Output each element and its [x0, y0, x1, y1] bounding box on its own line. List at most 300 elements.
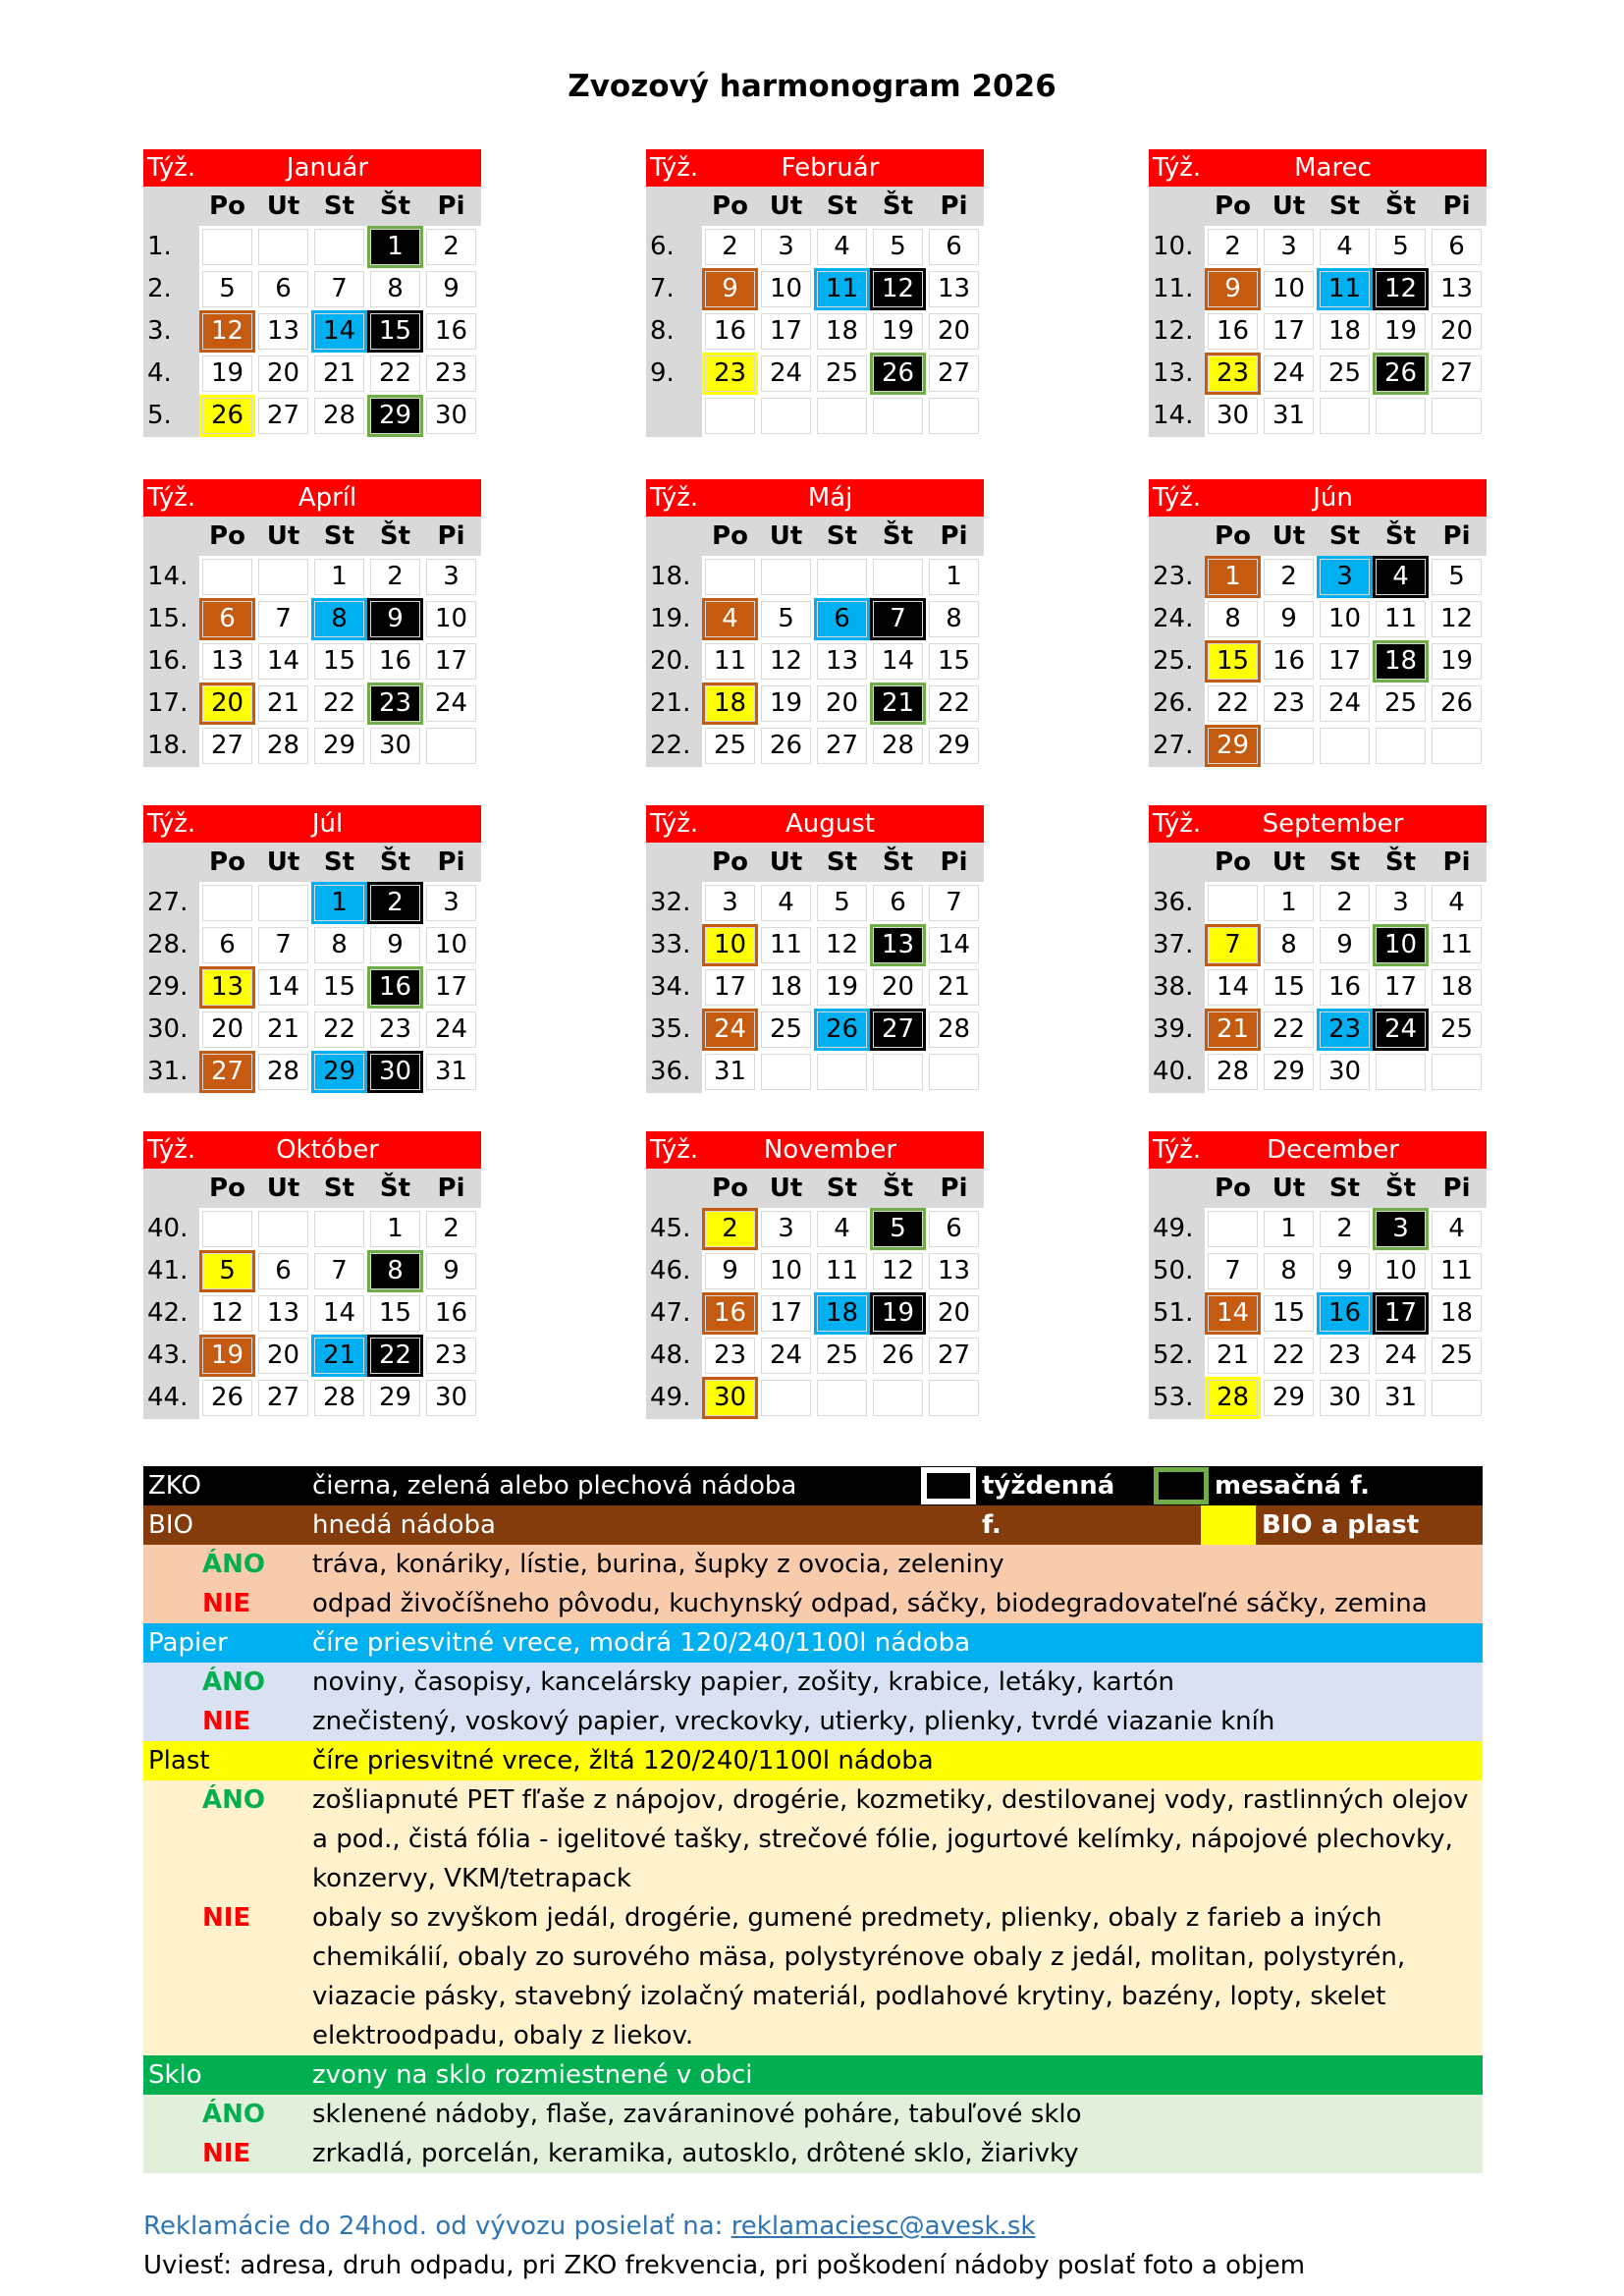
week-number: 19.: [646, 598, 702, 640]
week-number: 50.: [1149, 1250, 1205, 1292]
day-cell: 24: [758, 1335, 814, 1377]
day-cell: 8: [926, 598, 982, 640]
day-cell: 16: [367, 966, 423, 1009]
week-row: [646, 1051, 984, 1093]
day-cell: 4: [1373, 556, 1429, 598]
day-cell: 17: [1317, 640, 1373, 683]
day-cell: 12: [199, 1292, 255, 1335]
week-number: 39.: [1149, 1009, 1205, 1051]
day-cell: 14: [255, 640, 311, 683]
month-júl: [143, 805, 481, 1093]
week-row: [1149, 268, 1487, 310]
day-cell: 3: [423, 882, 479, 924]
week-number: 46.: [646, 1250, 702, 1292]
day-name: Pi: [437, 521, 465, 551]
day-cell: 14: [255, 966, 311, 1009]
day-name: St: [1328, 191, 1361, 221]
day-cell: 6: [926, 226, 982, 268]
week-row: [646, 353, 984, 395]
empty-day-cell: [758, 1377, 814, 1419]
day-cell: 27: [926, 353, 982, 395]
day-cell: 12: [1429, 598, 1485, 640]
bio-yes-text: tráva, konáriky, lístie, burina, šupky z ovocia, zeleniny: [312, 1550, 1004, 1579]
month-name: Február: [781, 153, 880, 183]
day-name: St: [1328, 521, 1361, 551]
paper-no-label: NIE: [202, 1707, 251, 1736]
week-column-label: Týž.: [147, 1135, 196, 1165]
month-header: [1149, 805, 1487, 843]
day-cell: 20: [926, 1292, 982, 1335]
day-cell: 11: [1429, 1250, 1485, 1292]
day-cell: 10: [702, 924, 758, 966]
day-cell: 29: [1261, 1051, 1317, 1093]
day-name: Pi: [940, 191, 968, 221]
day-cell: 4: [1429, 1208, 1485, 1250]
week-number: 21.: [646, 683, 702, 725]
empty-day-cell: [926, 395, 982, 437]
empty-day-cell: [870, 395, 926, 437]
day-cell: 3: [1317, 556, 1373, 598]
paper-label: Papier: [148, 1628, 228, 1658]
day-name: Št: [379, 521, 411, 551]
plast-label: Plast: [148, 1746, 210, 1776]
day-name: Pi: [1442, 191, 1471, 221]
month-august: [646, 805, 984, 1093]
sklo-text: zvony na sklo rozmiestnené v obci: [312, 2060, 753, 2090]
day-cell: 16: [1205, 310, 1261, 353]
week-row: [1149, 882, 1487, 924]
day-cell: 18: [1373, 640, 1429, 683]
day-cell: 18: [814, 1292, 870, 1335]
week-row: [1149, 395, 1487, 437]
day-cell: 20: [1429, 310, 1485, 353]
day-cell: 4: [1317, 226, 1373, 268]
day-cell: 30: [1317, 1051, 1373, 1093]
week-number: 44.: [143, 1377, 199, 1419]
week-number: 4.: [143, 353, 199, 395]
empty-day-cell: [255, 226, 311, 268]
day-cell: 13: [926, 268, 982, 310]
month-header: [143, 149, 481, 187]
week-row: [1149, 1051, 1487, 1093]
day-cell: 29: [1205, 725, 1261, 767]
day-cell: 12: [758, 640, 814, 683]
week-number: 15.: [143, 598, 199, 640]
month-apríl: [143, 479, 481, 767]
day-cell: 2: [1205, 226, 1261, 268]
day-cell: 20: [199, 1009, 255, 1051]
day-cell: 1: [1261, 1208, 1317, 1250]
day-cell: 16: [423, 1292, 479, 1335]
zko-text: čierna, zelená alebo plechová nádoba: [312, 1471, 797, 1501]
day-cell: 24: [1373, 1335, 1429, 1377]
week-row: [646, 725, 984, 767]
day-name: Št: [379, 1174, 411, 1203]
day-name: St: [826, 191, 858, 221]
day-cell: 8: [367, 268, 423, 310]
day-cell: 18: [1429, 1292, 1485, 1335]
day-cell: 15: [1261, 1292, 1317, 1335]
day-cell: 19: [814, 966, 870, 1009]
week-row: [646, 966, 984, 1009]
day-name: Ut: [266, 521, 300, 551]
month-jún: [1149, 479, 1487, 767]
day-cell: 10: [423, 924, 479, 966]
day-cell: 14: [311, 1292, 367, 1335]
week-number: 42.: [143, 1292, 199, 1335]
empty-day-cell: [255, 1208, 311, 1250]
day-cell: 21: [1205, 1009, 1261, 1051]
week-number: 31.: [143, 1051, 199, 1093]
day-cell: 25: [1317, 353, 1373, 395]
day-cell: 11: [1317, 268, 1373, 310]
day-cell: 19: [199, 353, 255, 395]
complaints-line: [143, 2212, 1035, 2241]
month-name: August: [785, 809, 875, 839]
week-number: 53.: [1149, 1377, 1205, 1419]
week-column-label: Týž.: [147, 153, 196, 183]
empty-day-cell: [311, 1208, 367, 1250]
week-row: [646, 598, 984, 640]
day-cell: 16: [1317, 1292, 1373, 1335]
week-column-label: Týž.: [1153, 153, 1202, 183]
week-number: 12.: [1149, 310, 1205, 353]
week-row: [1149, 924, 1487, 966]
week-row: [1149, 1377, 1487, 1419]
week-row: [646, 310, 984, 353]
day-cell: 10: [758, 268, 814, 310]
day-cell: 13: [870, 924, 926, 966]
day-cell: 16: [1317, 966, 1373, 1009]
legend-plast-row: [143, 1741, 1483, 1780]
day-cell: 14: [311, 310, 367, 353]
day-cell: 27: [926, 1335, 982, 1377]
day-cell: 22: [367, 1335, 423, 1377]
sklo-yes-text: sklenené nádoby, flaše, zaváraninové poháre, tabuľové sklo: [312, 2100, 1082, 2129]
day-cell: 25: [814, 353, 870, 395]
day-name: St: [1328, 1174, 1361, 1203]
day-cell: 19: [870, 310, 926, 353]
day-cell: 20: [926, 310, 982, 353]
day-name: Št: [882, 191, 914, 221]
note-line: Uviesť: adresa, druh odpadu, pri ZKO frekvencia, pri poškodení nádoby poslať foto a objem: [143, 2251, 1306, 2280]
day-name: Ut: [769, 521, 803, 551]
day-cell: 28: [926, 1009, 982, 1051]
day-cell: 1: [1261, 882, 1317, 924]
day-name: Po: [209, 1174, 245, 1203]
day-cell: 6: [255, 1250, 311, 1292]
week-number: 14.: [143, 556, 199, 598]
day-cell: 28: [255, 1051, 311, 1093]
sklo-no-text: zrkadlá, porcelán, keramika, autosklo, drôtené sklo, žiarivky: [312, 2139, 1079, 2168]
month-name: December: [1267, 1135, 1399, 1165]
week-number: 30.: [143, 1009, 199, 1051]
plast-yes-row: [143, 1780, 1483, 1898]
day-cell: 6: [1429, 226, 1485, 268]
month-máj: [646, 479, 984, 767]
paper-text: číre priesvitné vrece, modrá 120/240/1100l nádoba: [312, 1628, 971, 1658]
day-name: Ut: [266, 1174, 300, 1203]
legend-sklo-row: [143, 2055, 1483, 2095]
week-row: [143, 1051, 481, 1093]
week-row: [646, 1335, 984, 1377]
day-cell: 21: [255, 1009, 311, 1051]
day-cell: 5: [870, 1208, 926, 1250]
day-cell: 7: [311, 1250, 367, 1292]
day-cell: 31: [1373, 1377, 1429, 1419]
month-name: Jún: [1313, 483, 1353, 513]
day-name: Po: [712, 521, 748, 551]
empty-day-cell: [1205, 882, 1261, 924]
day-cell: 1: [367, 1208, 423, 1250]
empty-day-cell: [1373, 395, 1429, 437]
week-number: 36.: [646, 1051, 702, 1093]
day-cell: 3: [423, 556, 479, 598]
day-cell: 22: [1205, 683, 1261, 725]
empty-day-cell: [870, 556, 926, 598]
complaints-email-link[interactable]: reklamaciesc@avesk.sk: [731, 2212, 1036, 2241]
week-number: 37.: [1149, 924, 1205, 966]
day-cell: 9: [367, 598, 423, 640]
week-column-label: Týž.: [1153, 809, 1202, 839]
day-cell: 13: [199, 640, 255, 683]
day-cell: 10: [758, 1250, 814, 1292]
week-row: [143, 924, 481, 966]
empty-day-cell: [1429, 1377, 1485, 1419]
day-name: Pi: [437, 847, 465, 877]
day-cell: 5: [199, 1250, 255, 1292]
empty-day-cell: [199, 882, 255, 924]
day-cell: 27: [814, 725, 870, 767]
day-cell: 15: [311, 966, 367, 1009]
week-row: [143, 1208, 481, 1250]
day-name: Ut: [769, 847, 803, 877]
week-row: [143, 598, 481, 640]
week-number: 33.: [646, 924, 702, 966]
day-cell: 12: [870, 1250, 926, 1292]
day-name: Ut: [1272, 1174, 1306, 1203]
day-name: Po: [712, 1174, 748, 1203]
day-cell: 8: [311, 924, 367, 966]
day-cell: 3: [702, 882, 758, 924]
month-header: [1149, 1131, 1487, 1169]
day-name: St: [323, 191, 355, 221]
day-name: Po: [712, 847, 748, 877]
empty-day-cell: [423, 725, 479, 767]
bio-yes-label: ÁNO: [202, 1550, 265, 1579]
day-name: Pi: [437, 191, 465, 221]
day-cell: 29: [311, 725, 367, 767]
day-name: Št: [379, 847, 411, 877]
day-cell: 28: [255, 725, 311, 767]
day-cell: 27: [255, 1377, 311, 1419]
empty-day-cell: [758, 395, 814, 437]
day-cell: 21: [1205, 1335, 1261, 1377]
month-september: [1149, 805, 1487, 1093]
day-name: Ut: [769, 1174, 803, 1203]
day-cell: 20: [199, 683, 255, 725]
monthly-label: mesačná f.: [1215, 1471, 1371, 1501]
empty-day-cell: [702, 556, 758, 598]
empty-day-cell: [199, 226, 255, 268]
day-cell: 24: [423, 1009, 479, 1051]
day-cell: 8: [1261, 924, 1317, 966]
empty-day-cell: [1429, 725, 1485, 767]
day-cell: 17: [423, 640, 479, 683]
week-number: 45.: [646, 1208, 702, 1250]
empty-day-cell: [926, 1051, 982, 1093]
day-cell: 21: [311, 1335, 367, 1377]
week-number: 7.: [646, 268, 702, 310]
week-row: [1149, 353, 1487, 395]
day-cell: 28: [1205, 1051, 1261, 1093]
day-cell: 14: [1205, 966, 1261, 1009]
day-header-row: [1149, 1169, 1487, 1208]
day-cell: 9: [1205, 268, 1261, 310]
day-cell: 5: [758, 598, 814, 640]
day-name: Po: [1215, 847, 1251, 877]
day-name: Po: [209, 191, 245, 221]
day-cell: 27: [199, 725, 255, 767]
day-header-row: [1149, 187, 1487, 226]
day-cell: 27: [199, 1051, 255, 1093]
week-number: 14.: [1149, 395, 1205, 437]
day-cell: 16: [1261, 640, 1317, 683]
empty-day-cell: [758, 1051, 814, 1093]
day-cell: 2: [367, 556, 423, 598]
empty-day-cell: [1317, 395, 1373, 437]
day-cell: 3: [1373, 1208, 1429, 1250]
day-cell: 10: [1317, 598, 1373, 640]
week-number: 1.: [143, 226, 199, 268]
week-number: 17.: [143, 683, 199, 725]
day-cell: 8: [311, 598, 367, 640]
week-row: [646, 1009, 984, 1051]
day-cell: 23: [423, 1335, 479, 1377]
plast-no-label: NIE: [202, 1903, 251, 1933]
day-cell: 31: [702, 1051, 758, 1093]
day-cell: 19: [199, 1335, 255, 1377]
day-cell: 15: [311, 640, 367, 683]
day-cell: 24: [423, 683, 479, 725]
day-name: St: [323, 1174, 355, 1203]
day-cell: 13: [1429, 268, 1485, 310]
week-column-label: Týž.: [650, 1135, 699, 1165]
day-cell: 20: [255, 1335, 311, 1377]
empty-day-cell: [814, 556, 870, 598]
day-cell: 17: [702, 966, 758, 1009]
day-cell: 6: [255, 268, 311, 310]
week-row: [143, 268, 481, 310]
month-name: September: [1262, 809, 1404, 839]
day-header-row: [143, 843, 481, 882]
week-row: [646, 1250, 984, 1292]
month-header: [646, 149, 984, 187]
day-cell: 18: [758, 966, 814, 1009]
week-row: [1149, 683, 1487, 725]
day-cell: 9: [1317, 924, 1373, 966]
day-cell: 25: [1429, 1009, 1485, 1051]
day-cell: 9: [702, 268, 758, 310]
day-cell: 1: [926, 556, 982, 598]
day-cell: 30: [1317, 1377, 1373, 1419]
day-cell: 24: [1317, 683, 1373, 725]
week-row: [1149, 598, 1487, 640]
day-cell: 17: [758, 1292, 814, 1335]
week-column-label: Týž.: [1153, 1135, 1202, 1165]
day-cell: 11: [702, 640, 758, 683]
week-number: 40.: [1149, 1051, 1205, 1093]
day-cell: 24: [702, 1009, 758, 1051]
day-cell: 3: [1373, 882, 1429, 924]
day-cell: 23: [702, 353, 758, 395]
month-header: [646, 1131, 984, 1169]
day-cell: 14: [870, 640, 926, 683]
sklo-label: Sklo: [148, 2060, 202, 2090]
sklo-no-label: NIE: [202, 2139, 251, 2168]
day-cell: 22: [1261, 1009, 1317, 1051]
day-cell: 31: [423, 1051, 479, 1093]
week-number: [646, 395, 702, 437]
day-cell: 23: [423, 353, 479, 395]
day-cell: 26: [1429, 683, 1485, 725]
day-cell: 2: [702, 1208, 758, 1250]
week-row: [1149, 1335, 1487, 1377]
month-január: [143, 149, 481, 437]
week-number: 43.: [143, 1335, 199, 1377]
week-row: [143, 966, 481, 1009]
day-cell: 1: [311, 556, 367, 598]
day-cell: 20: [814, 683, 870, 725]
bio-yes-row: [143, 1545, 1483, 1584]
week-row: [143, 353, 481, 395]
day-cell: 19: [758, 683, 814, 725]
week-number: 51.: [1149, 1292, 1205, 1335]
week-number: 22.: [646, 725, 702, 767]
day-cell: 6: [926, 1208, 982, 1250]
day-cell: 24: [758, 353, 814, 395]
week-number: 28.: [143, 924, 199, 966]
paper-yes-row: [143, 1663, 1483, 1702]
day-cell: 3: [758, 1208, 814, 1250]
day-cell: 9: [1317, 1250, 1373, 1292]
day-cell: 21: [311, 353, 367, 395]
day-cell: 29: [367, 1377, 423, 1419]
day-name: Pi: [940, 521, 968, 551]
week-number: 34.: [646, 966, 702, 1009]
day-cell: 9: [367, 924, 423, 966]
day-name: Ut: [266, 191, 300, 221]
day-cell: 10: [1373, 1250, 1429, 1292]
day-name: Ut: [769, 191, 803, 221]
empty-day-cell: [199, 556, 255, 598]
day-name: Po: [209, 521, 245, 551]
day-cell: 30: [367, 725, 423, 767]
day-header-row: [143, 187, 481, 226]
day-cell: 19: [1429, 640, 1485, 683]
week-row: [1149, 1208, 1487, 1250]
day-header-row: [143, 517, 481, 556]
bio-plast-swatch: [1201, 1505, 1256, 1545]
day-name: Pi: [940, 847, 968, 877]
sklo-yes-row: [143, 2095, 1483, 2134]
week-row: [143, 1335, 481, 1377]
day-cell: 9: [423, 268, 479, 310]
month-name: Január: [286, 153, 369, 183]
day-name: Po: [1215, 1174, 1251, 1203]
week-number: 48.: [646, 1335, 702, 1377]
day-name: St: [826, 847, 858, 877]
